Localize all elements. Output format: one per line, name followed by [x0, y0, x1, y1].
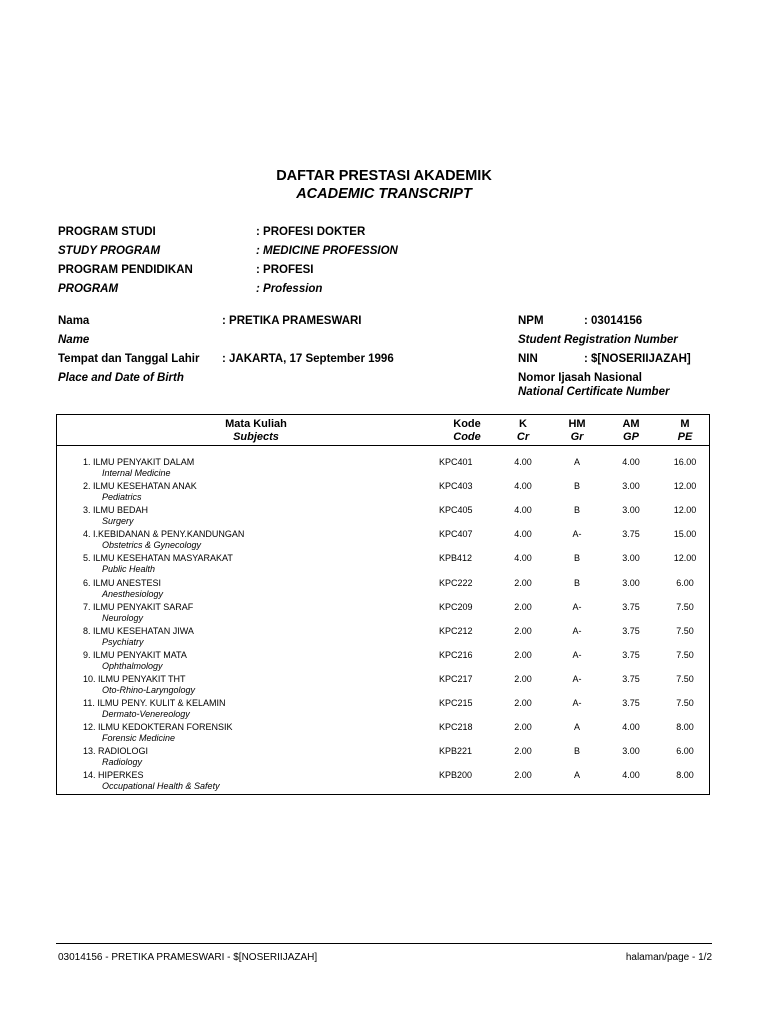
cell-code: KPC401 [439, 457, 473, 467]
cell-gr: A- [572, 601, 582, 612]
birth-label: Tempat dan Tanggal Lahir [58, 353, 200, 365]
subject-name: 2. ILMU KESEHATAN ANAK [83, 481, 197, 492]
cell-gr: A [573, 457, 580, 467]
cell-gr: B [573, 481, 580, 492]
cell-pe: 12.00 [673, 481, 697, 492]
cell-cr: 2.00 [514, 770, 532, 781]
program-pendidikan-value: : PROFESI [256, 264, 314, 276]
nin-label: NIN [518, 353, 538, 365]
subject-name: 3. ILMU BEDAH [83, 505, 149, 516]
subject-name: 6. ILMU ANESTESI [83, 577, 162, 588]
subject-name-en: Oto-Rhino-Laryngology [102, 684, 196, 695]
cell-cr: 2.00 [514, 673, 532, 684]
cell-gr: A- [572, 625, 582, 636]
name-label: Nama [58, 315, 90, 327]
npm-label-en: Student Registration Number [518, 334, 678, 346]
cell-pe: 7.50 [676, 698, 694, 708]
cell-pe: 16.00 [673, 457, 697, 467]
footer-page-number: halaman/page - 1/2 [625, 952, 712, 963]
header-code: Kode Code [453, 418, 481, 443]
cell-code: KPB200 [439, 770, 473, 781]
subject-name-en: Surgery [102, 516, 134, 527]
name-label-en: Name [58, 334, 90, 346]
cell-pe: 12.00 [673, 505, 697, 516]
cell-code: KPC407 [439, 529, 473, 540]
cell-gp: 3.00 [622, 553, 640, 564]
cell-gp: 3.75 [622, 698, 640, 708]
cell-pe: 8.00 [676, 770, 694, 781]
nin-label-id: Nomor Ijasah Nasional [518, 372, 642, 384]
subject-name-en: Radiology [102, 757, 143, 768]
cell-code: KPC215 [439, 698, 473, 708]
cell-gp: 3.75 [622, 649, 640, 660]
program-studi-value: : PROFESI DOKTER [256, 226, 366, 238]
cell-gp: 4.00 [622, 457, 640, 467]
cell-pe: 8.00 [676, 722, 694, 733]
subject-name: 7. ILMU PENYAKIT SARAF [83, 601, 194, 612]
subject-name: 8. ILMU KESEHATAN JIWA [83, 625, 194, 636]
npm-label: NPM [518, 315, 544, 327]
cell-cr: 4.00 [514, 481, 532, 492]
cell-pe: 7.50 [676, 649, 694, 660]
cell-cr: 4.00 [514, 505, 532, 516]
page-subtitle: ACADEMIC TRANSCRIPT [296, 186, 472, 202]
cell-cr: 2.00 [514, 649, 532, 660]
cell-cr: 2.00 [514, 577, 532, 588]
cell-gp: 3.75 [622, 625, 640, 636]
header-pe: M PE [677, 418, 693, 443]
header-grade: HM Gr [568, 418, 586, 443]
subject-name: 5. ILMU KESEHATAN MASYARAKAT [83, 553, 233, 564]
cell-gr: A- [572, 673, 582, 684]
cell-code: KPC216 [439, 649, 473, 660]
cell-gr: A- [572, 649, 582, 660]
nin-value: : $[NOSERIIJAZAH] [584, 353, 691, 365]
cell-pe: 15.00 [673, 529, 697, 540]
cell-pe: 6.00 [676, 577, 694, 588]
subject-name-en: Psychiatry [102, 636, 144, 647]
cell-code: KPC405 [439, 505, 473, 516]
cell-gr: B [573, 746, 580, 757]
nin-label-en: National Certificate Number [518, 386, 670, 398]
cell-code: KPC209 [439, 601, 473, 612]
cell-gp: 3.00 [622, 481, 640, 492]
subject-name: 13. RADIOLOGI [83, 746, 149, 757]
cell-gp: 3.75 [622, 673, 640, 684]
cell-gp: 3.00 [622, 577, 640, 588]
subject-name: 12. ILMU KEDOKTERAN FORENSIK [83, 722, 233, 733]
cell-pe: 12.00 [673, 553, 697, 564]
cell-pe: 6.00 [676, 746, 694, 757]
cell-gr: A- [572, 698, 582, 708]
subject-name: 4. I.KEBIDANAN & PENY.KANDUNGAN [83, 529, 245, 540]
cell-code: KPB221 [439, 746, 473, 757]
subject-name-en: Obstetrics & Gynecology [102, 540, 202, 551]
cell-code: KPC212 [439, 625, 473, 636]
cell-gp: 3.75 [622, 601, 640, 612]
cell-code: KPC403 [439, 481, 473, 492]
cell-cr: 2.00 [514, 746, 532, 757]
cell-cr: 2.00 [514, 601, 532, 612]
page-title: DAFTAR PRESTASI AKADEMIK [276, 168, 492, 184]
header-subject: Mata Kuliah Subjects [225, 418, 287, 443]
cell-code: KPC217 [439, 673, 473, 684]
subject-name-en: Occupational Health & Safety [102, 781, 220, 792]
program-studi-label: PROGRAM STUDI [58, 226, 156, 238]
subject-name: 14. HIPERKES [83, 770, 144, 781]
cell-gr: A [573, 770, 580, 781]
cell-cr: 4.00 [514, 553, 532, 564]
subject-name-en: Forensic Medicine [102, 733, 176, 744]
subject-name-en: Public Health [102, 564, 156, 575]
subject-name: 11. ILMU PENY. KULIT & KELAMIN [83, 698, 226, 708]
subject-name-en: Pediatrics [102, 492, 142, 503]
table-header-divider [57, 445, 709, 446]
study-program-label: STUDY PROGRAM [58, 245, 161, 257]
program-value: : Profession [256, 283, 323, 295]
subject-name-en: Ophthalmology [102, 660, 163, 671]
birth-value: : JAKARTA, 17 September 1996 [222, 353, 394, 365]
cell-gp: 3.00 [622, 505, 640, 516]
cell-gp: 3.75 [622, 529, 640, 540]
cell-gp: 4.00 [622, 722, 640, 733]
program-label: PROGRAM [58, 283, 119, 295]
subject-name: 9. ILMU PENYAKIT MATA [83, 649, 187, 660]
grades-table [56, 414, 710, 795]
study-program-value: : MEDICINE PROFESSION [256, 245, 398, 257]
cell-code: KPC218 [439, 722, 473, 733]
cell-pe: 7.50 [676, 673, 694, 684]
subject-name: 1. ILMU PENYAKIT DALAM [83, 457, 195, 467]
cell-gp: 3.00 [622, 746, 640, 757]
cell-gr: B [573, 577, 580, 588]
name-value: : PRETIKA PRAMESWARI [222, 315, 362, 327]
cell-code: KPC222 [439, 577, 473, 588]
npm-value: : 03014156 [584, 315, 643, 327]
header-credit: K Cr [516, 418, 530, 443]
subject-name-en: Internal Medicine [102, 468, 171, 478]
program-pendidikan-label: PROGRAM PENDIDIKAN [58, 264, 193, 276]
cell-gr: A- [572, 529, 582, 540]
cell-cr: 4.00 [514, 457, 532, 467]
cell-cr: 4.00 [514, 529, 532, 540]
subject-name: 10. ILMU PENYAKIT THT [83, 673, 186, 684]
cell-pe: 7.50 [676, 625, 694, 636]
subject-name-en: Anesthesiology [102, 588, 164, 599]
cell-gr: A [573, 722, 580, 733]
footer-left: 03014156 - PRETIKA PRAMESWARI - $[NOSERIIJAZAH] [58, 952, 318, 963]
subject-name-en: Neurology [102, 612, 144, 623]
cell-pe: 7.50 [676, 601, 694, 612]
cell-cr: 2.00 [514, 722, 532, 733]
cell-gr: B [573, 505, 580, 516]
subject-name-en: Dermato-Venereology [102, 709, 190, 719]
cell-cr: 2.00 [514, 698, 532, 708]
cell-gp: 4.00 [622, 770, 640, 781]
cell-cr: 2.00 [514, 625, 532, 636]
cell-gr: B [573, 553, 580, 564]
birth-label-en: Place and Date of Birth [58, 372, 184, 384]
header-gp: AM GP [622, 418, 640, 443]
cell-code: KPB412 [439, 553, 473, 564]
footer-divider [56, 943, 712, 944]
